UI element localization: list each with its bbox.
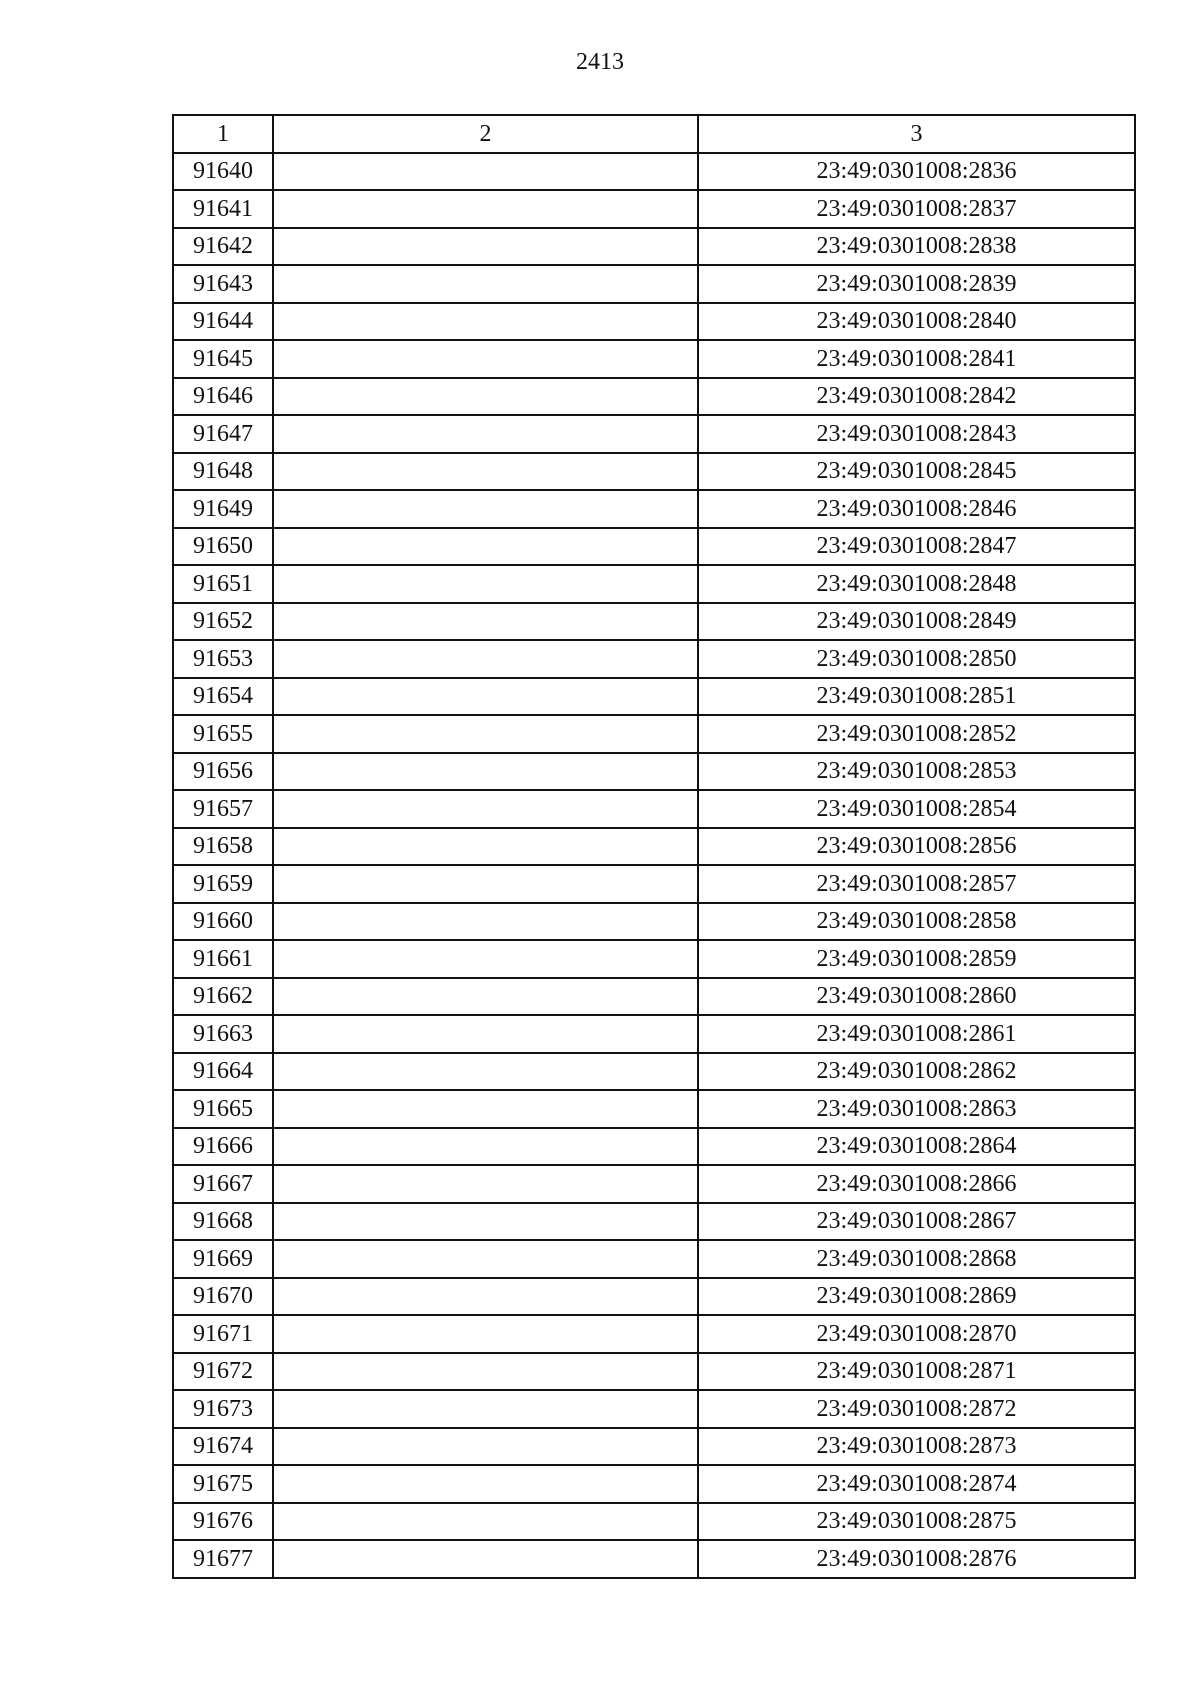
table-row — [173, 640, 1135, 678]
table-body — [173, 115, 1135, 1578]
column-header: 3 — [698, 115, 1135, 153]
row-number-cell: 91650 — [173, 528, 273, 566]
description-cell — [273, 715, 698, 753]
cadastral-number-cell: 23:49:0301008:2849 — [698, 603, 1135, 641]
row-number-cell: 91645 — [173, 340, 273, 378]
description-cell — [273, 1465, 698, 1503]
row-number-cell: 91657 — [173, 790, 273, 828]
row-number-cell: 91674 — [173, 1428, 273, 1466]
cadastral-number-cell: 23:49:0301008:2868 — [698, 1240, 1135, 1278]
description-cell — [273, 1353, 698, 1391]
table-row — [173, 1353, 1135, 1391]
description-cell — [273, 1203, 698, 1241]
description-cell — [273, 603, 698, 641]
column-header: 2 — [273, 115, 698, 153]
cadastral-number-cell: 23:49:0301008:2871 — [698, 1353, 1135, 1391]
cadastral-number-cell: 23:49:0301008:2838 — [698, 228, 1135, 266]
row-number-cell: 91647 — [173, 415, 273, 453]
table-row — [173, 1428, 1135, 1466]
cadastral-number-cell: 23:49:0301008:2869 — [698, 1278, 1135, 1316]
row-number-cell: 91643 — [173, 265, 273, 303]
row-number-cell: 91648 — [173, 453, 273, 491]
table-row — [173, 1090, 1135, 1128]
row-number-cell: 91663 — [173, 1015, 273, 1053]
row-number-cell: 91641 — [173, 190, 273, 228]
description-cell — [273, 1428, 698, 1466]
table-row — [173, 715, 1135, 753]
row-number-cell: 91677 — [173, 1540, 273, 1578]
row-number-cell: 91658 — [173, 828, 273, 866]
description-cell — [273, 340, 698, 378]
description-cell — [273, 565, 698, 603]
cadastral-number-cell: 23:49:0301008:2840 — [698, 303, 1135, 341]
description-cell — [273, 1015, 698, 1053]
table-row — [173, 903, 1135, 941]
cadastral-number-cell: 23:49:0301008:2875 — [698, 1503, 1135, 1541]
cadastral-number-cell: 23:49:0301008:2876 — [698, 1540, 1135, 1578]
table-row — [173, 1165, 1135, 1203]
row-number-cell: 91659 — [173, 865, 273, 903]
description-cell — [273, 415, 698, 453]
table-row — [173, 340, 1135, 378]
table-row — [173, 265, 1135, 303]
row-number-cell: 91655 — [173, 715, 273, 753]
cadastral-number-cell: 23:49:0301008:2854 — [698, 790, 1135, 828]
description-cell — [273, 453, 698, 491]
row-number-cell: 91640 — [173, 153, 273, 191]
row-number-cell: 91662 — [173, 978, 273, 1016]
table-row — [173, 1203, 1135, 1241]
cadastral-number-cell: 23:49:0301008:2856 — [698, 828, 1135, 866]
table-row — [173, 1390, 1135, 1428]
cadastral-number-cell: 23:49:0301008:2859 — [698, 940, 1135, 978]
table-row — [173, 153, 1135, 191]
cadastral-number-cell: 23:49:0301008:2841 — [698, 340, 1135, 378]
description-cell — [273, 1390, 698, 1428]
row-number-cell: 91668 — [173, 1203, 273, 1241]
cadastral-number-cell: 23:49:0301008:2858 — [698, 903, 1135, 941]
description-cell — [273, 1240, 698, 1278]
cadastral-number-cell: 23:49:0301008:2872 — [698, 1390, 1135, 1428]
table-row — [173, 828, 1135, 866]
row-number-cell: 91651 — [173, 565, 273, 603]
description-cell — [273, 1090, 698, 1128]
description-cell — [273, 265, 698, 303]
description-cell — [273, 678, 698, 716]
table-row — [173, 228, 1135, 266]
cadastral-number-cell: 23:49:0301008:2852 — [698, 715, 1135, 753]
description-cell — [273, 1503, 698, 1541]
cadastral-number-cell: 23:49:0301008:2845 — [698, 453, 1135, 491]
description-cell — [273, 828, 698, 866]
row-number-cell: 91673 — [173, 1390, 273, 1428]
row-number-cell: 91660 — [173, 903, 273, 941]
cadastral-number-cell: 23:49:0301008:2860 — [698, 978, 1135, 1016]
description-cell — [273, 865, 698, 903]
cadastral-number-cell: 23:49:0301008:2850 — [698, 640, 1135, 678]
table-row — [173, 490, 1135, 528]
row-number-cell: 91665 — [173, 1090, 273, 1128]
cadastral-number-cell: 23:49:0301008:2843 — [698, 415, 1135, 453]
table-row — [173, 1540, 1135, 1578]
cadastral-number-cell: 23:49:0301008:2870 — [698, 1315, 1135, 1353]
row-number-cell: 91666 — [173, 1128, 273, 1166]
table-row — [173, 978, 1135, 1016]
description-cell — [273, 378, 698, 416]
cadastral-number-cell: 23:49:0301008:2873 — [698, 1428, 1135, 1466]
cadastral-number-cell: 23:49:0301008:2848 — [698, 565, 1135, 603]
table-row — [173, 940, 1135, 978]
row-number-cell: 91656 — [173, 753, 273, 791]
table-row — [173, 303, 1135, 341]
row-number-cell: 91661 — [173, 940, 273, 978]
table-row — [173, 603, 1135, 641]
description-cell — [273, 190, 698, 228]
description-cell — [273, 1165, 698, 1203]
cadastral-number-cell: 23:49:0301008:2846 — [698, 490, 1135, 528]
row-number-cell: 91649 — [173, 490, 273, 528]
description-cell — [273, 790, 698, 828]
table-header-row — [173, 115, 1135, 153]
table-row — [173, 378, 1135, 416]
cadastral-number-cell: 23:49:0301008:2861 — [698, 1015, 1135, 1053]
description-cell — [273, 1053, 698, 1091]
table-row — [173, 790, 1135, 828]
row-number-cell: 91664 — [173, 1053, 273, 1091]
cadastral-number-cell: 23:49:0301008:2862 — [698, 1053, 1135, 1091]
row-number-cell: 91667 — [173, 1165, 273, 1203]
row-number-cell: 91671 — [173, 1315, 273, 1353]
cadastral-number-cell: 23:49:0301008:2863 — [698, 1090, 1135, 1128]
table-row — [173, 1015, 1135, 1053]
table-row — [173, 1315, 1135, 1353]
row-number-cell: 91670 — [173, 1278, 273, 1316]
row-number-cell: 91653 — [173, 640, 273, 678]
cadastral-number-cell: 23:49:0301008:2866 — [698, 1165, 1135, 1203]
table-row — [173, 1503, 1135, 1541]
row-number-cell: 91642 — [173, 228, 273, 266]
description-cell — [273, 753, 698, 791]
table-row — [173, 565, 1135, 603]
table-row — [173, 1278, 1135, 1316]
table-row — [173, 678, 1135, 716]
column-header: 1 — [173, 115, 273, 153]
description-cell — [273, 1128, 698, 1166]
row-number-cell: 91646 — [173, 378, 273, 416]
description-cell — [273, 1315, 698, 1353]
cadastral-number-cell: 23:49:0301008:2864 — [698, 1128, 1135, 1166]
description-cell — [273, 490, 698, 528]
table-row — [173, 753, 1135, 791]
cadastral-number-cell: 23:49:0301008:2853 — [698, 753, 1135, 791]
row-number-cell: 91652 — [173, 603, 273, 641]
table-row — [173, 190, 1135, 228]
description-cell — [273, 528, 698, 566]
cadastral-number-cell: 23:49:0301008:2847 — [698, 528, 1135, 566]
row-number-cell: 91669 — [173, 1240, 273, 1278]
description-cell — [273, 303, 698, 341]
cadastral-number-cell: 23:49:0301008:2837 — [698, 190, 1135, 228]
cadastral-number-cell: 23:49:0301008:2867 — [698, 1203, 1135, 1241]
row-number-cell: 91654 — [173, 678, 273, 716]
table-row — [173, 1465, 1135, 1503]
table-row — [173, 1053, 1135, 1091]
cadastral-number-cell: 23:49:0301008:2874 — [698, 1465, 1135, 1503]
table-row — [173, 453, 1135, 491]
description-cell — [273, 228, 698, 266]
table-row — [173, 1128, 1135, 1166]
description-cell — [273, 940, 698, 978]
row-number-cell: 91676 — [173, 1503, 273, 1541]
row-number-cell: 91675 — [173, 1465, 273, 1503]
cadastral-number-cell: 23:49:0301008:2839 — [698, 265, 1135, 303]
description-cell — [273, 978, 698, 1016]
table-row — [173, 415, 1135, 453]
registry-table — [172, 114, 1136, 1579]
cadastral-number-cell: 23:49:0301008:2857 — [698, 865, 1135, 903]
table-row — [173, 865, 1135, 903]
description-cell — [273, 903, 698, 941]
row-number-cell: 91644 — [173, 303, 273, 341]
cadastral-number-cell: 23:49:0301008:2842 — [698, 378, 1135, 416]
page-number: 2413 — [576, 49, 624, 75]
description-cell — [273, 153, 698, 191]
row-number-cell: 91672 — [173, 1353, 273, 1391]
description-cell — [273, 1540, 698, 1578]
description-cell — [273, 1278, 698, 1316]
cadastral-number-cell: 23:49:0301008:2851 — [698, 678, 1135, 716]
cadastral-number-cell: 23:49:0301008:2836 — [698, 153, 1135, 191]
table-row — [173, 528, 1135, 566]
description-cell — [273, 640, 698, 678]
table-row — [173, 1240, 1135, 1278]
